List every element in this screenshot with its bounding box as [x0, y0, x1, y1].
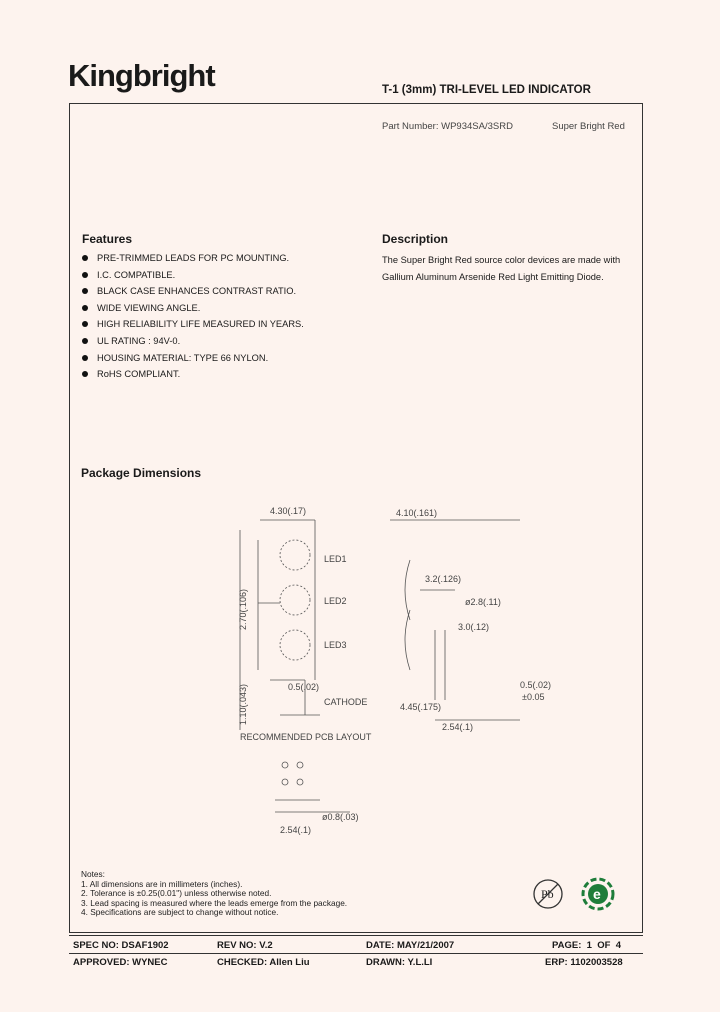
dimension-label: 2.70(.106) [238, 588, 248, 630]
dimension-label: 4.30(.17) [270, 506, 307, 516]
list-item: BLACK CASE ENHANCES CONTRAST RATIO. [82, 285, 304, 302]
document-title: T-1 (3mm) TRI-LEVEL LED INDICATOR [382, 84, 591, 96]
led2-label: LED2 [324, 596, 347, 606]
dimension-label: ø2.8(.11) [465, 597, 501, 607]
note-item: 3. Lead spacing is measured where the leads emerge from the package. [81, 897, 348, 908]
bullet-icon [82, 338, 88, 344]
list-item: WIDE VIEWING ANGLE. [82, 302, 304, 319]
dimension-label: 4.45(.175) [400, 702, 442, 712]
note-item: 4. Specifications are subject to change without notice. [81, 907, 279, 918]
bullet-icon [82, 288, 88, 294]
footer-rule-top [69, 935, 643, 936]
led3-label: LED3 [324, 640, 347, 650]
description-heading: Description [382, 232, 449, 246]
list-item: I.C. COMPATIBLE. [82, 269, 304, 286]
dimension-label: ø0.8(.03) [322, 812, 359, 822]
list-item: HIGH RELIABILITY LIFE MEASURED IN YEARS. [82, 318, 304, 335]
pcb-layout [275, 762, 359, 835]
page-number: PAGE: 1 OF 4 [552, 940, 621, 951]
note-item: 2. Tolerance is ±0.25(0.01") unless otherwise noted. [81, 888, 272, 899]
side-view [390, 508, 551, 732]
dimension-label: 4.10(.161) [396, 508, 438, 518]
bullet-icon [82, 355, 88, 361]
emitted-color: Super Bright Red [552, 121, 625, 132]
dimension-label: 3.2(.126) [425, 574, 462, 584]
bullet-icon [82, 255, 88, 261]
brand-logo: Kingbright [68, 58, 215, 93]
dimension-label: 3.0(.12) [458, 622, 490, 632]
dimension-label: 0.5(.02) [520, 680, 552, 690]
drawn-by: DRAWN: Y.L.LI [366, 957, 433, 968]
checked-by: CHECKED: Allen Liu [217, 957, 310, 968]
date: DATE: MAY/21/2007 [366, 940, 455, 951]
description-text: The Super Bright Red source color devices are made with Gallium Aluminum Arsenide Red Light Emitting Diode. [382, 255, 621, 282]
pb-free-icon [534, 880, 562, 908]
revision-number: REV NO: V.2 [217, 940, 273, 951]
svg-text:Pb: Pb [541, 887, 554, 901]
dimension-label: 1.10(.043) [238, 683, 248, 725]
dimension-label: ±0.05 [522, 692, 545, 702]
spec-number: SPEC NO: DSAF1902 [73, 940, 169, 951]
bullet-icon [82, 371, 88, 377]
features-list [82, 252, 304, 385]
front-view [238, 506, 372, 742]
list-item: RoHS COMPLIANT. [82, 368, 304, 385]
list-item: PRE-TRIMMED LEADS FOR PC MOUNTING. [82, 252, 304, 269]
bullet-icon [82, 321, 88, 327]
dimension-label: 0.5(.02) [288, 682, 320, 692]
bullet-icon [82, 305, 88, 311]
package-heading: Package Dimensions [81, 466, 202, 480]
part-number: Part Number: WP934SA/3SRD [382, 121, 513, 132]
led1-label: LED1 [324, 554, 347, 564]
dimension-label: 2.54(.1) [442, 722, 474, 732]
dimension-label: 2.54(.1) [280, 825, 312, 835]
notes: Notes: 1. All dimensions are in millimeters (inches). 2. Tolerance is ±0.25(0.01") unless otherwise noted. 3. Lead spacing is measured where the leads emerge from the package. 4. Specifications are subject to change without notice. [81, 869, 348, 918]
bullet-icon [82, 272, 88, 278]
list-item: HOUSING MATERIAL: TYPE 66 NYLON. [82, 352, 304, 369]
compliance-marks [528, 874, 623, 914]
list-item: UL RATING : 94V-0. [82, 335, 304, 352]
recommended-layout-label: RECOMMENDED PCB LAYOUT [240, 732, 372, 742]
note-item: 1. All dimensions are in millimeters (inches). [81, 878, 243, 889]
package-dimensions-drawing [220, 500, 560, 840]
erp-number: ERP: 1102003528 [545, 957, 623, 968]
rohs-icon [583, 879, 613, 909]
footer-rule-middle [69, 953, 643, 954]
svg-text:e: e [593, 886, 601, 902]
features-heading: Features [82, 232, 133, 246]
approved-by: APPROVED: WYNEC [73, 957, 168, 968]
cathode-label: CATHODE [324, 697, 368, 707]
